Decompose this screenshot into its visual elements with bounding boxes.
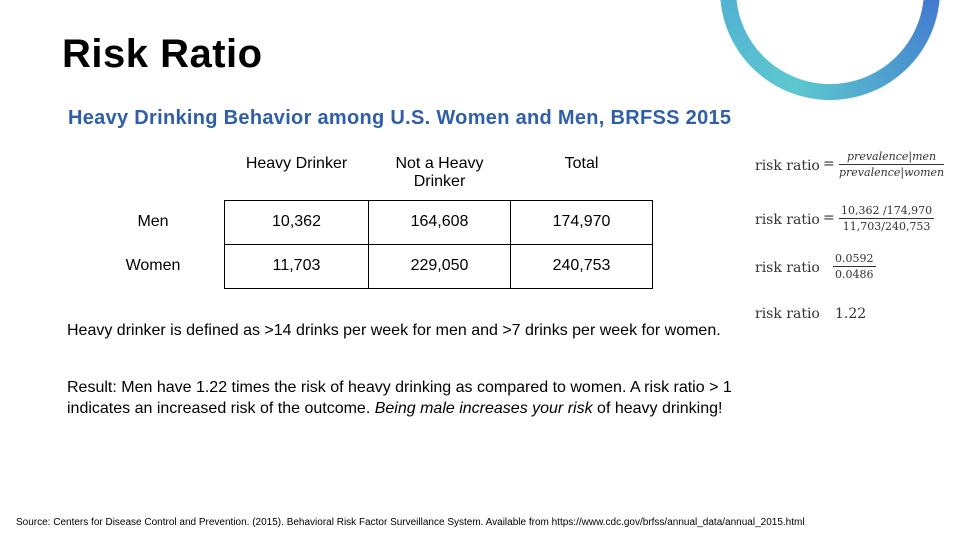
formula-fraction	[833, 252, 876, 281]
result-paragraph	[67, 377, 767, 419]
formula-lhs: risk ratio	[755, 260, 820, 276]
header-total: Total	[564, 155, 599, 172]
table-row	[82, 244, 653, 288]
table-header-row	[82, 150, 653, 200]
formula-result-value: 1.22	[835, 306, 867, 322]
formula-equals: =	[823, 210, 835, 226]
formula-lhs: risk ratio	[755, 158, 820, 174]
source-citation: Source: Centers for Disease Control and Prevention. (2015). Behavioral Risk Factor Surveillance System. Available from https://www.cdc.gov/brfss/annual_data/annual_2015.html	[16, 517, 805, 528]
definition-note: Heavy drinker is defined as >14 drinks per week for men and >7 drinks per week for women.	[67, 322, 721, 339]
row-label-women: Women	[125, 257, 181, 274]
contingency-table	[82, 150, 653, 289]
formula-equals: =	[823, 156, 835, 172]
slide-subtitle: Heavy Drinking Behavior among U.S. Women and Men, BRFSS 2015	[68, 107, 732, 129]
cell-women-not-heavy: 229,050	[369, 244, 511, 288]
result-emphasis: Being male increases your risk	[374, 400, 593, 417]
header-heavy-drinker: Heavy Drinker	[245, 155, 348, 172]
result-text-end: of heavy drinking!	[592, 400, 723, 417]
formula-fraction	[839, 150, 944, 179]
fraction-numerator: 0.0592	[835, 252, 874, 265]
cell-men-total: 174,970	[511, 200, 653, 244]
fraction-numerator: 10,362 /174,970	[841, 204, 933, 217]
formula-lhs: risk ratio	[755, 212, 820, 228]
cell-men-not-heavy: 164,608	[369, 200, 511, 244]
fraction-denominator: 11,703/240,753	[842, 220, 931, 233]
fraction-denominator: prevalence|women	[839, 166, 945, 179]
fraction-denominator: 0.0486	[835, 268, 874, 281]
row-label-men: Men	[137, 213, 169, 230]
cell-women-heavy: 11,703	[225, 244, 369, 288]
header-not-heavy-drinker: Not a Heavy Drinker	[395, 155, 484, 190]
fraction-numerator: prevalence|men	[839, 150, 944, 165]
result-text: Result: Men have 1.22 times the risk of heavy drinking as compared to women. A risk ratio > 1 indicates an increased risk of the outcome.	[67, 379, 732, 417]
formula-fraction	[839, 204, 934, 233]
cell-women-total: 240,753	[511, 244, 653, 288]
cell-men-heavy: 10,362	[225, 200, 369, 244]
slide-title: Risk Ratio	[62, 32, 263, 76]
table-row	[82, 200, 653, 244]
table-corner	[82, 150, 225, 200]
formula-lhs: risk ratio	[755, 306, 820, 322]
